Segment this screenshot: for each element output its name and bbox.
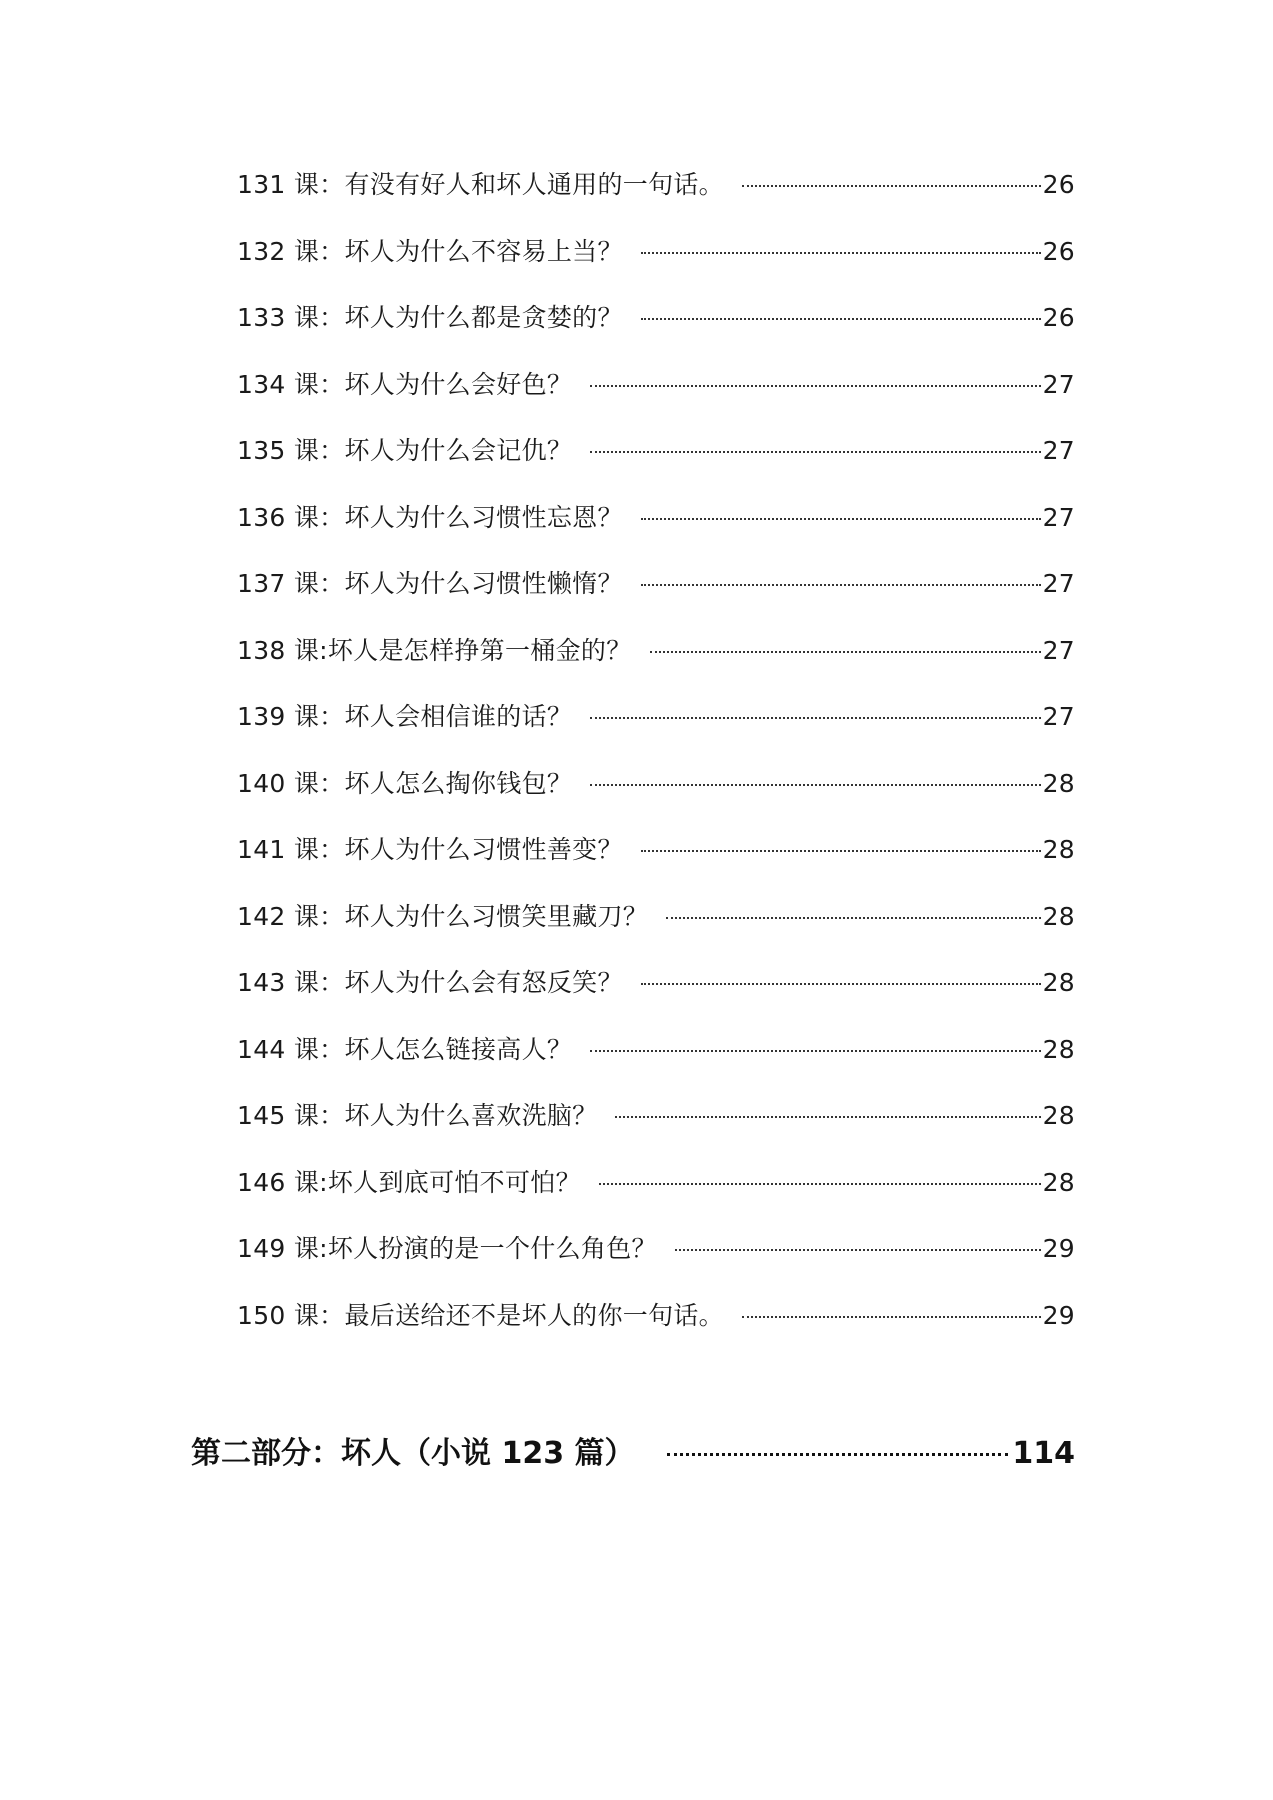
part-two-heading-entry [191, 1432, 1075, 1476]
toc-entry-title: 143 课：坏人为什么会有怒反笑？ [237, 968, 623, 997]
toc-entry [237, 431, 1075, 498]
toc-entry-page-number: 26 [1042, 236, 1075, 266]
dot-leader [641, 518, 1041, 520]
toc-entry [237, 631, 1075, 698]
toc-entry-title: 141 课：坏人为什么习惯性善变？ [237, 835, 623, 864]
dot-leader [675, 1249, 1041, 1251]
toc-entry [237, 1296, 1075, 1363]
toc-entry [237, 1096, 1075, 1163]
toc-entry-title: 138 课:坏人是怎样挣第一桶金的？ [237, 635, 632, 665]
toc-entry [237, 963, 1075, 1030]
toc-entry-page-number: 28 [1042, 1167, 1075, 1197]
dot-leader [742, 185, 1041, 187]
toc-entry [237, 1229, 1075, 1296]
dot-leader [590, 385, 1040, 387]
toc-entry-title: 140 课：坏人怎么掏你钱包？ [237, 768, 573, 798]
dot-leader [641, 252, 1041, 254]
toc-entry [237, 1163, 1075, 1230]
toc-entry [237, 564, 1075, 631]
toc-entry-page-number: 28 [1042, 768, 1075, 798]
toc-entry [237, 498, 1075, 565]
toc-entry-title: 135 课：坏人为什么会记仇？ [237, 436, 573, 465]
toc-entry-page-number: 29 [1042, 1234, 1075, 1263]
part-two-title: 第二部分：坏人（小说 123 篇） [191, 1436, 635, 1471]
toc-entry-page-number: 26 [1042, 303, 1075, 332]
toc-entry-title: 131 课：有没有好人和坏人通用的一句话。 [237, 170, 724, 199]
toc-entry-title: 134 课：坏人为什么会好色？ [237, 369, 573, 399]
toc-entry-title: 132 课：坏人为什么不容易上当？ [237, 236, 623, 266]
toc-entry [237, 1030, 1075, 1097]
toc-entry-title: 133 课：坏人为什么都是贪婪的？ [237, 303, 623, 332]
toc-entry-title: 146 课:坏人到底可怕不可怕？ [237, 1167, 581, 1197]
toc-entry-page-number: 28 [1042, 1101, 1075, 1130]
dot-leader [667, 1453, 1009, 1456]
toc-entry [237, 830, 1075, 897]
dot-leader [742, 1316, 1041, 1318]
toc-entry-title: 150 课：最后送给还不是坏人的你一句话。 [237, 1300, 724, 1330]
toc-entry [237, 298, 1075, 365]
dot-leader [590, 784, 1040, 786]
dot-leader [590, 1050, 1040, 1052]
toc-entry-page-number: 27 [1042, 635, 1075, 665]
toc-entry [237, 365, 1075, 432]
part-two-page-number: 114 [1012, 1436, 1075, 1471]
dot-leader [590, 451, 1040, 453]
table-of-contents [237, 165, 1075, 1362]
toc-entry-title: 144 课：坏人怎么链接高人？ [237, 1034, 573, 1064]
toc-entry-title: 137 课：坏人为什么习惯性懒惰？ [237, 569, 623, 598]
dot-leader [615, 1116, 1040, 1118]
dot-leader [650, 651, 1041, 653]
dot-leader [590, 717, 1040, 719]
toc-entry-page-number: 28 [1042, 1034, 1075, 1064]
toc-entry-page-number: 28 [1042, 968, 1075, 997]
dot-leader [641, 983, 1041, 985]
toc-entry [237, 232, 1075, 299]
toc-entry-title: 142 课：坏人为什么习惯笑里藏刀？ [237, 901, 649, 931]
toc-entry-page-number: 27 [1042, 569, 1075, 598]
toc-entry [237, 697, 1075, 764]
toc-entry [237, 897, 1075, 964]
toc-entry-title: 139 课：坏人会相信谁的话？ [237, 702, 573, 731]
toc-entry-page-number: 26 [1042, 170, 1075, 199]
toc-entry-title: 136 课：坏人为什么习惯性忘恩？ [237, 502, 623, 532]
toc-entry-page-number: 27 [1042, 702, 1075, 731]
dot-leader [641, 850, 1041, 852]
toc-entry-page-number: 27 [1042, 369, 1075, 399]
toc-entry-page-number: 28 [1042, 835, 1075, 864]
dot-leader [641, 584, 1041, 586]
toc-entry-page-number: 27 [1042, 502, 1075, 532]
toc-entry-page-number: 29 [1042, 1300, 1075, 1330]
toc-entry-page-number: 28 [1042, 901, 1075, 931]
toc-entry [237, 764, 1075, 831]
toc-entry [237, 165, 1075, 232]
dot-leader [599, 1183, 1041, 1185]
toc-entry-page-number: 27 [1042, 436, 1075, 465]
dot-leader [666, 917, 1041, 919]
toc-entry-title: 149 课:坏人扮演的是一个什么角色？ [237, 1234, 657, 1263]
dot-leader [641, 318, 1041, 320]
toc-entry-title: 145 课：坏人为什么喜欢洗脑？ [237, 1101, 598, 1130]
